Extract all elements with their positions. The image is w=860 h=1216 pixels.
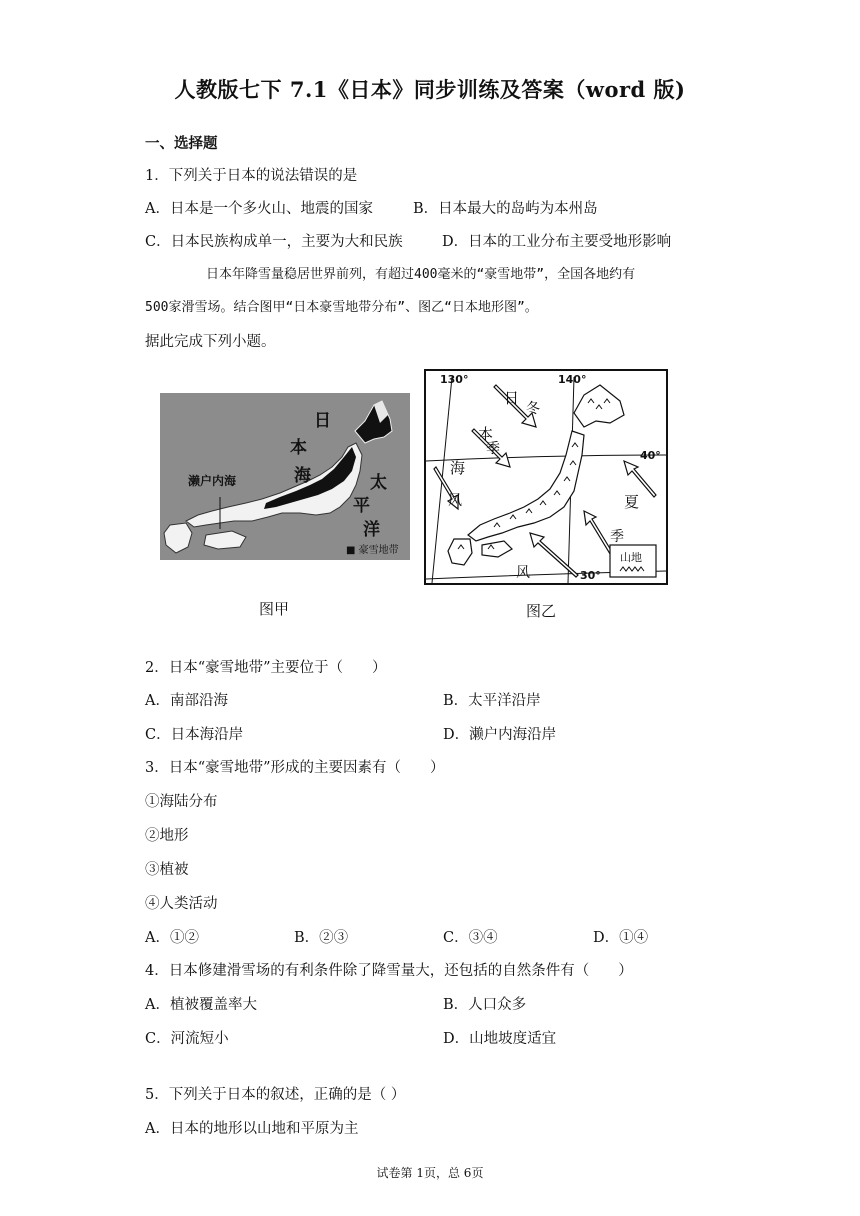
map-b-hai: 海 — [450, 459, 466, 477]
map-b-legend: 山地 — [620, 551, 642, 564]
map-b-ji: 季 — [486, 441, 500, 457]
q2-option-d: D．濑户内海沿岸 — [443, 727, 557, 743]
q3-option-d: D．①④ — [593, 930, 649, 946]
q5-stem: 5．下列关于日本的叙述，正确的是（ ） — [145, 1087, 406, 1103]
q3-option-c: C．③④ — [443, 930, 498, 946]
intro-line-1: 日本年降雪量稳居世界前列，有超过400毫米的“豪雪地带”，全国各地约有 — [206, 267, 636, 282]
q3-item-1: ①海陆分布 — [145, 794, 218, 810]
q3-option-a: A．①② — [145, 930, 199, 946]
page-footer: 试卷第 1页，总 6页 — [376, 1166, 484, 1180]
q4-stem: 4．日本修建滑雪场的有利条件除了降雪量大，还包括的自然条件有（ ） — [145, 963, 633, 979]
map-a-label-ben: 本 — [290, 438, 307, 458]
map-b-dong: 冬 — [526, 401, 540, 417]
q4-option-c: C．河流短小 — [145, 1031, 229, 1047]
map-terrain — [424, 369, 668, 585]
q2-option-c: C．日本海沿岸 — [145, 727, 244, 743]
q4-option-d: D．山地坡度适宜 — [443, 1031, 557, 1047]
q1-option-c: C．日本民族构成单一，主要为大和民族 — [145, 234, 403, 250]
q1-stem: 1．下列关于日本的说法错误的是 — [145, 168, 358, 184]
q1-option-b: B．日本最大的岛屿为本州岛 — [413, 201, 598, 217]
section-heading: 一、选择题 — [145, 135, 218, 152]
map-b-lon130: 130° — [440, 373, 469, 386]
q3-stem: 3．日本“豪雪地带”形成的主要因素有（ ） — [145, 760, 445, 776]
map-a-caption: 图甲 — [259, 600, 290, 618]
map-b-ri: 日 — [504, 389, 520, 407]
page-title: 人教版七下 7.1《日本》同步训练及答案（word 版) — [174, 77, 686, 102]
q4-option-a: A．植被覆盖率大 — [145, 997, 257, 1013]
q5-option-a: A．日本的地形以山地和平原为主 — [145, 1121, 359, 1137]
map-b-lat40: 40° — [640, 449, 661, 462]
map-a-label-tai: 太 — [370, 473, 387, 493]
q3-item-2: ②地形 — [145, 828, 189, 844]
q2-stem: 2．日本“豪雪地带”主要位于（ ） — [145, 660, 387, 676]
q3-item-4: ④人类活动 — [145, 896, 218, 912]
q1-option-a: A．日本是一个多火山、地震的国家 — [145, 201, 373, 217]
map-a-label-ping: 平 — [353, 496, 370, 516]
q3-option-b: B．②③ — [294, 930, 349, 946]
q2-option-a: A．南部沿海 — [145, 693, 228, 709]
map-b-feng2: 风 — [516, 565, 530, 581]
intro-line-2: 500家滑雪场。结合图甲“日本豪雪地带分布”、图乙“日本地形图”。 — [145, 300, 538, 315]
map-a-legend: ■ 豪雪地带 — [346, 545, 399, 556]
map-b-caption: 图乙 — [526, 602, 557, 620]
map-a-label-seto: 濑户内海 — [188, 474, 237, 488]
map-a-label-ri: 日 — [314, 411, 331, 431]
map-b-xia: 夏 — [624, 493, 640, 511]
map-snow-belt — [160, 393, 410, 560]
q2-option-b: B．太平洋沿岸 — [443, 693, 541, 709]
map-b-lat30: 30° — [580, 569, 601, 582]
intro-line-3: 据此完成下列小题。 — [145, 334, 276, 350]
q3-item-3: ③植被 — [145, 862, 189, 878]
q4-option-b: B．人口众多 — [443, 997, 527, 1013]
q1-option-d: D．日本的工业分布主要受地形影响 — [442, 234, 672, 250]
map-b-ben: 本 — [478, 425, 494, 443]
map-a-label-hai: 海 — [294, 466, 311, 486]
map-b-ji2: 季 — [610, 529, 624, 545]
map-b-lon140: 140° — [558, 373, 587, 386]
map-b-feng: 风 — [448, 493, 462, 509]
map-a-label-yang: 洋 — [363, 520, 380, 540]
